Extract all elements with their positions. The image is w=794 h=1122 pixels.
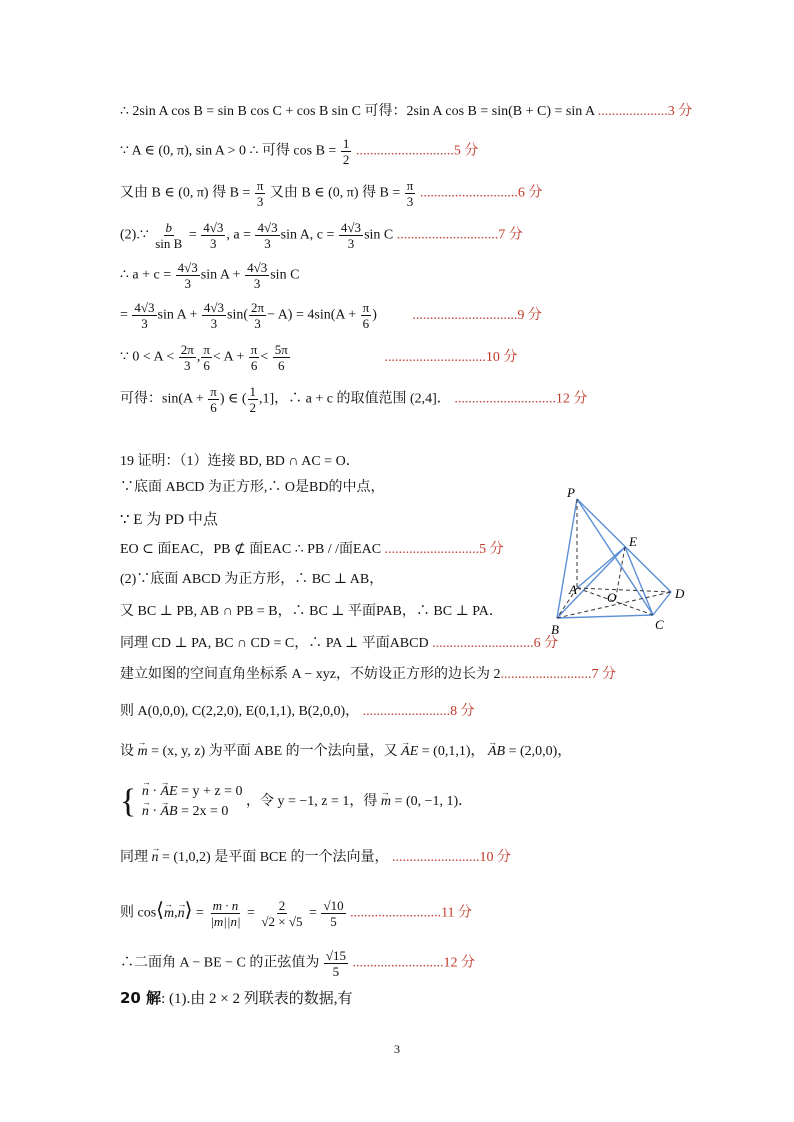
fraction: $\frac{\pi}{3}$ xyxy=(406,178,414,209)
label-b: B xyxy=(551,622,559,637)
text: = xyxy=(309,905,317,921)
fraction: $\frac{1}{2}$ xyxy=(249,384,256,415)
text: ∴ a + c = xyxy=(120,267,172,283)
score-mark: ............................6 分 xyxy=(416,185,543,201)
line-10: ∵底面 ABCD 为正方形,∴ O是BD的中点， xyxy=(120,480,385,495)
score-mark: .............................7 分 xyxy=(393,227,523,243)
line-7 xyxy=(120,342,517,373)
label-p: P xyxy=(567,485,575,500)
label-o: O xyxy=(607,590,617,605)
vector-m: → m xyxy=(138,742,148,762)
line-1 xyxy=(120,102,692,122)
text: = xyxy=(195,905,204,921)
label-c: C xyxy=(655,617,664,632)
text: ∵ A ∈ (0, π), sin A > 0 ∴ 可得 cos B = xyxy=(120,143,337,159)
line-13: (2)∵底面 ABCD 为正方形，∴ BC ⊥ AB， xyxy=(120,572,384,587)
score-mark: ............................5 分 xyxy=(352,143,479,159)
fraction: $\frac{2\pi}{3}$ xyxy=(180,342,194,373)
score-mark: .........................10 分 xyxy=(388,850,511,865)
fraction: $\frac{4√3}{3}$ xyxy=(203,220,224,251)
text: 又由 B ∈ (0, π) 得 B = xyxy=(120,185,251,201)
text: = (2,0,0)， xyxy=(508,744,572,759)
fraction: $\frac{2}{√2 \times √5}$ xyxy=(261,898,303,929)
line-11: ∵ E 为 PD 中点 xyxy=(120,512,218,528)
fraction: $\frac{√15}{5}$ xyxy=(325,948,346,979)
text: ∵ 0 < A < xyxy=(120,349,175,365)
vector-m: → m xyxy=(164,904,174,924)
line-12 xyxy=(120,540,504,560)
line-15 xyxy=(120,634,558,654)
pyramid-figure xyxy=(545,482,695,644)
text: sin A + xyxy=(157,307,198,323)
text: < xyxy=(260,349,269,365)
text: − A) = 4sin(A + xyxy=(267,307,357,323)
line-19 xyxy=(120,782,472,822)
text: sin A, c = xyxy=(280,227,335,243)
text: EO ⊂ 面EAC，PB ⊄ 面EAC ∴ PB / /面EAC xyxy=(120,542,382,557)
angle-bracket: ⟨ xyxy=(156,899,164,922)
angle-bracket: ⟩ xyxy=(184,899,193,922)
brace: { xyxy=(120,783,137,820)
text: 同理 xyxy=(120,850,148,865)
line-22 xyxy=(120,948,475,979)
line-16 xyxy=(120,665,616,685)
text: = xyxy=(188,227,197,243)
fraction: $\frac{4√3}{3}$ xyxy=(177,260,198,291)
vector-ae: → AE xyxy=(401,742,418,762)
text: 建立如图的空间直角坐标系 A − xyz，不妨设正方形的边长为 2 xyxy=(120,667,501,682)
text: ∴二面角 A − BE − C 的正弦值为 xyxy=(120,955,320,971)
score-mark: ...........................5 分 xyxy=(381,542,504,557)
line-20 xyxy=(120,848,511,868)
problem-heading: 20 解 xyxy=(120,989,162,1007)
fraction: $\frac{4√3}{3}$ xyxy=(247,260,268,291)
text: = (1,0,2) 是平面 BCE 的一个法向量， xyxy=(162,850,389,865)
fraction: $\frac{\pi}{6}$ xyxy=(250,342,258,373)
text: sin C xyxy=(270,267,300,283)
line-14: 又 BC ⊥ PB, AB ∩ PB = B，∴ BC ⊥ 平面PAB，∴ BC ⊥ PA． xyxy=(120,604,503,619)
fraction: $\frac{b}{\text{sin B}}$ xyxy=(155,220,183,251)
line-8 xyxy=(120,384,587,415)
text: ) xyxy=(372,307,377,323)
fraction: $\frac{\pi}{6}$ xyxy=(210,384,217,415)
score-mark: .........................8 分 xyxy=(359,704,475,719)
text: sin A + xyxy=(200,267,241,283)
text: 可得：sin(A + xyxy=(120,391,204,407)
text: ) ∈ ( xyxy=(219,391,247,407)
fraction: $\frac{\pi}{6}$ xyxy=(203,342,210,373)
text: ,1]，∴ a + c 的取值范围 (2,4]． xyxy=(259,391,451,407)
label-a: A xyxy=(569,582,577,597)
score-mark: .............................6 分 xyxy=(428,636,559,651)
vector-ab: → AB xyxy=(488,742,505,762)
vector-m: → m xyxy=(381,792,391,812)
line-4 xyxy=(120,220,523,251)
text: sin( xyxy=(227,307,248,323)
fraction: $\frac{4√3}{3}$ xyxy=(257,220,278,251)
fraction: $\frac{2\pi}{3}$ xyxy=(251,300,265,331)
text: = (x, y, z) 为平面 ABE 的一个法向量，又 xyxy=(151,744,398,759)
fraction: $\frac{√10}{5}$ xyxy=(323,898,344,929)
score-mark: ....................3 分 xyxy=(594,104,693,119)
text: = xyxy=(247,905,255,921)
vector-n: → n xyxy=(178,904,185,924)
text: 又由 B ∈ (0, π) 得 B = xyxy=(266,185,401,201)
score-mark: ..........................7 分 xyxy=(500,667,616,682)
text: : (1).由 2 × 2 列联表的数据,有 xyxy=(161,991,353,1007)
fraction: $\frac{m \cdot n}{|m||n|}$ xyxy=(210,898,241,929)
score-mark: .............................12 分 xyxy=(450,391,588,407)
text: ，令 y = −1, z = 1，得 xyxy=(246,794,378,810)
fraction: $\frac{4√3}{3}$ xyxy=(134,300,155,331)
fraction: $\frac{4√3}{3}$ xyxy=(340,220,362,251)
line-9: 19 证明：（1）连接 BD, BD ∩ AC = O． xyxy=(120,454,360,469)
text: = (0,1,1)， xyxy=(421,744,485,759)
equation-2: → n · → AB = 2x = 0 xyxy=(142,802,243,822)
label-d: D xyxy=(675,586,685,601)
score-mark: ..............................9 分 xyxy=(412,307,542,323)
line-6 xyxy=(120,300,542,331)
text: sin C xyxy=(364,227,394,243)
fraction: $\frac{\pi}{3}$ xyxy=(256,178,264,209)
vector-n: → n xyxy=(152,848,159,868)
text: , xyxy=(196,349,201,365)
line-3 xyxy=(120,178,542,209)
text: 则 A(0,0,0), C(2,2,0), E(0,1,1), B(2,0,0)， xyxy=(120,704,360,719)
text: = (0, −1, 1)． xyxy=(394,794,473,810)
text: 设 xyxy=(120,744,134,759)
text: < A + xyxy=(212,349,245,365)
line-5 xyxy=(120,260,299,291)
text: 则 cos xyxy=(120,905,157,921)
score-mark: .............................10 分 xyxy=(384,349,518,365)
text: 同理 CD ⊥ PA, BC ∩ CD = C，∴ PA ⊥ 平面ABCD xyxy=(120,636,429,651)
fraction: $\frac{5\pi}{6}$ xyxy=(274,342,288,373)
line-17 xyxy=(120,702,475,722)
fraction: $\frac{\pi}{6}$ xyxy=(362,300,370,331)
line-18 xyxy=(120,742,571,762)
text: (2).∵ xyxy=(120,227,149,243)
line-23 xyxy=(120,988,352,1009)
page-number: 3 xyxy=(394,1042,400,1056)
fraction: $\frac{4√3}{3}$ xyxy=(203,300,224,331)
line-2 xyxy=(120,136,478,167)
label-e: E xyxy=(629,534,637,549)
score-mark: ..........................11 分 xyxy=(346,905,473,921)
text: = xyxy=(120,307,128,323)
text: ∴ 2sin A cos B = sin B cos C + cos B sin C 可得：2sin A cos B = sin(B + C) = sin A xyxy=(120,104,595,119)
fraction: $\frac{1}{2}$ xyxy=(342,136,350,167)
text: , xyxy=(174,905,178,921)
text: , a = xyxy=(226,227,251,243)
line-21 xyxy=(120,898,472,929)
score-mark: ..........................12 分 xyxy=(349,955,475,971)
equation-1: → n · → AE = y + z = 0 xyxy=(142,782,243,802)
equation-system xyxy=(142,782,243,822)
